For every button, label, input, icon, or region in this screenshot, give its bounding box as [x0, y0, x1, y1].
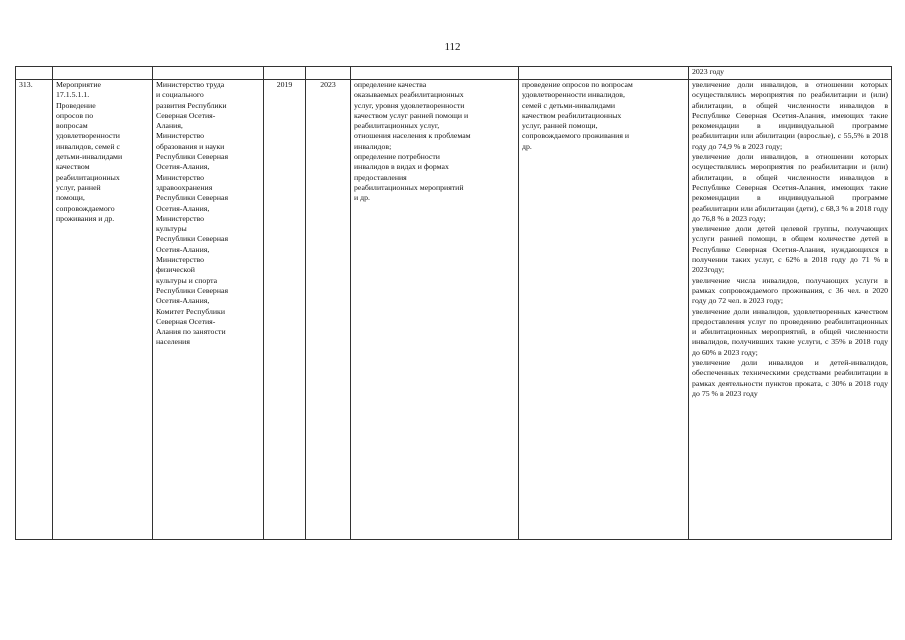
table-row	[16, 80, 892, 540]
empty-cell	[264, 67, 306, 80]
empty-cell	[153, 67, 264, 80]
empty-cell	[351, 67, 519, 80]
executors-cell: Министерство труда и социального развития Республики Северная Осетия- Алания, Министерство образования и науки Республики Северная Осетия-Алания, Министерство здравоохранения Республики Северная Осетия-Алания, Министерство культуры Республики Северная Осетия-Алания, Министерство физической культуры и спорта Республики Северная Осетия-Алания, Комитет Республики Северная Осетия- Алания по занятости населения	[153, 80, 264, 540]
outcome-paragraph: увеличение доли инвалидов, в отношении которых осуществлялись мероприятия по реабилитации и (или) абилитации, в общей численности инвалидов в Республике Северная Осетия-Алания, имеющих такие рекомендации в индивидуальной программе реабилитации или абилитации (взрослые), с 55,5% в 2018 году до 74,9 % в 2023 году;	[692, 80, 888, 151]
outcomes-cell	[689, 80, 892, 540]
outcome-paragraph: увеличение доли инвалидов и детей-инвалидов, обеспеченных техническими средствами реабилитации в рамках деятельности пунктов проката, с 30% в 2018 году до 75 % в 2023 году	[692, 358, 888, 398]
empty-cell	[306, 67, 351, 80]
empty-cell	[16, 67, 53, 80]
end-year-cell: 2023	[306, 80, 351, 540]
empty-cell	[519, 67, 689, 80]
event-cell: Мероприятие 17.1.5.1.1. Проведение опросов по вопросам удовлетворенности инвалидов, семей с детьми-инвалидами качеством реабилитационных услуг, ранней помощи, сопровождаемого проживания и др.	[53, 80, 153, 540]
direct-result-cell: проведение опросов по вопросам удовлетворенности инвалидов, семей с детьми-инвалидами качеством реабилитационных услуг, ранней помощи, сопровождаемого проживания и др.	[519, 80, 689, 540]
empty-cell	[53, 67, 153, 80]
continuation-row	[16, 67, 892, 80]
program-table	[15, 66, 892, 540]
outcome-paragraph: увеличение доли инвалидов, в отношении которых осуществлялись мероприятия по реабилитации и (или) абилитации, в общей численности инвалидов в Республике Северная Осетия-Алания, имеющих такие рекомендации в индивидуальной программе реабилитации или абилитации (дети), с 68,3 % в 2018 году до 76,8 % в 2023 году;	[692, 152, 888, 223]
start-year-cell: 2019	[264, 80, 306, 540]
continuation-cell: 2023 году	[689, 67, 892, 80]
row-number-cell: 313.	[16, 80, 53, 540]
content-cell: определение качества оказываемых реабилитационных услуг, уровня удовлетворенности качеством услуг ранней помощи и реабилитационных услуг, отношения населения к проблемам инвалидов; определение потребности инвалидов в видах и формах предоставления реабилитационных мероприятий и др.	[351, 80, 519, 540]
outcome-paragraph: увеличение доли детей целевой группы, получающих услуги ранней помощи, в общем количестве детей в Республике Северная Осетия-Алания, нуждающихся в получении таких услуг, с 62% в 2018 году до 71 % в 2023году;	[692, 224, 888, 275]
outcome-paragraph: увеличение числа инвалидов, получающих услуги в рамках сопровождаемого проживания, с 36 чел. в 2020 году до 72 чел. в 2023 году;	[692, 275, 888, 306]
page-number: 112	[444, 41, 461, 53]
outcome-paragraph: увеличение доли инвалидов, удовлетворенных качеством предоставления услуг по проведению реабилитационных и абилитационных мероприятий, в общей численности инвалидов, получивших такие услуги, с 35% в 2018 году до 60% в 2023 году;	[692, 306, 888, 357]
